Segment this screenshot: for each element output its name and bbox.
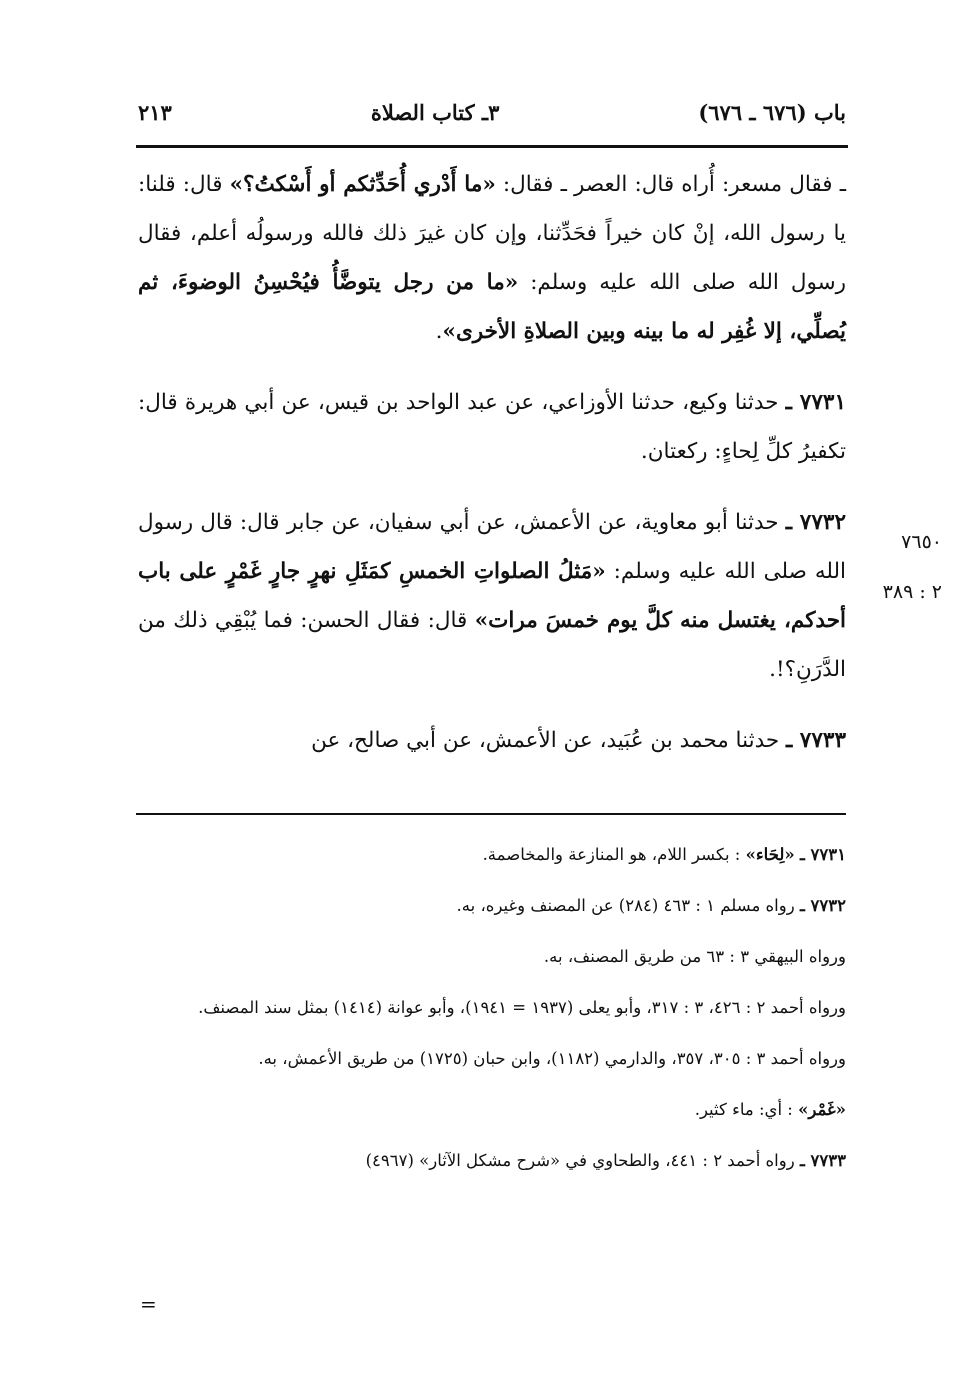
footnote: ورواه أحمد ٢ : ٤٢٦، ٣ : ٣١٧، وأبو يعلى (١٩٣٧ = ١٩٤١)، وأبو عوانة (١٤١٤) بمثل سند المصنف. — [198, 998, 846, 1017]
footnote — [138, 1093, 846, 1127]
footnote: ورواه البيهقي ٣ : ٦٣ من طريق المصنف، به. — [543, 947, 846, 966]
page-number: ٢١٣ — [138, 99, 172, 125]
hadith-number: ٧٧٣١ ـ — [785, 390, 846, 415]
hadith-quote: «ما أَدْري أُحَدِّثكم أو أَسْكتُ؟» — [229, 172, 496, 197]
text-run: ـ فقال مسعر: أُراه قال: العصر ـ فقال: — [495, 172, 846, 197]
running-header — [138, 92, 846, 132]
footnote — [138, 1144, 846, 1178]
text-run: . — [435, 319, 443, 344]
hadith-quote: «ما من رجل يتوضَّأُ فيُحْسِنُ الوضوءَ، ثم يُصلِّي، إلا غُفِر له ما بينه وبين الصلاةِ الأخرى» — [138, 270, 846, 344]
text-run: حدثنا محمد بن عُبَيد، عن الأعمش، عن أبي صالح، عن — [311, 728, 786, 753]
text-run: قال: فقال الحسن: فما يُبْقِي ذلك من الدَّرَنِ؟!. — [138, 608, 846, 682]
continuation-mark: = — [140, 1292, 157, 1316]
main-text — [138, 160, 846, 765]
text-run: : بكسر اللام، هو المنازعة والمخاصمة. — [482, 845, 746, 864]
footnote-rule — [136, 813, 846, 815]
paragraph-continuation — [138, 160, 846, 356]
footnotes — [138, 838, 846, 1195]
footnote — [138, 838, 846, 872]
text-run: حدثنا أبو معاوية، عن الأعمش، عن أبي سفيان، عن جابر قال: قال رسول الله صلى الله عليه وسلم: — [138, 510, 846, 584]
hadith-number: ٧٧٣٢ ـ — [785, 510, 846, 535]
footnote: ورواه أحمد ٣ : ٣٠٥، ٣٥٧، والدارمي (١١٨٢)، وابن حبان (١٧٢٥) من طريق الأعمش، به. — [258, 1049, 846, 1068]
hadith-7731 — [138, 378, 846, 476]
margin-note-reference: ٧٦٥٠ — [901, 531, 942, 553]
margin-note-volume-page: ٢ : ٣٨٩ — [882, 581, 942, 603]
hadith-number: ٧٧٣٣ ـ — [786, 728, 846, 753]
text-run: رواه مسلم ١ : ٤٦٣ (٢٨٤) عن المصنف وغيره، به. — [456, 896, 800, 915]
hadith-quote: «مَثلُ الصلواتِ الخمسِ كمَثَلِ نهرٍ جارٍ غَمْرٍ على باب أحدكم، يغتسل منه كلَّ يوم خمسَ مرات» — [138, 559, 846, 633]
footnote-term: «لِحَاء» — [745, 845, 795, 864]
footnote-number: ٧٧٣٢ ـ — [799, 896, 846, 915]
hadith-7732 — [138, 498, 846, 694]
chapter-title: باب (٦٧٦ ـ ٦٧٦) — [698, 99, 846, 125]
text-run: رواه أحمد ٢ : ٤٤١، والطحاوي في «شرح مشكل الآثار» (٤٩٦٧) — [365, 1151, 800, 1170]
text-run: قال: قلنا: يا رسول الله، إنْ كان خيراً فحَدِّثنا، وإن كان غيرَ ذلك فالله ورسولُه أعلم، فقال رسول الله صلى الله عليه وسلم: — [138, 172, 846, 295]
footnote-number: ٧٧٣١ ـ — [799, 845, 846, 864]
header-rule — [136, 145, 848, 148]
book-title: ٣ـ كتاب الصلاة — [370, 99, 500, 125]
footnote-term: «غَمْر» — [798, 1100, 846, 1119]
footnote-number: ٧٧٣٣ ـ — [799, 1151, 846, 1170]
text-run: حدثنا وكيع، حدثنا الأوزاعي، عن عبد الواحد بن قيس، عن أبي هريرة قال: تكفيرُ كلِّ لِحاءٍ: ركعتان. — [138, 390, 846, 464]
footnote — [138, 889, 846, 923]
text-run: : أي: ماء كثير. — [694, 1100, 799, 1119]
hadith-7733 — [138, 716, 846, 765]
